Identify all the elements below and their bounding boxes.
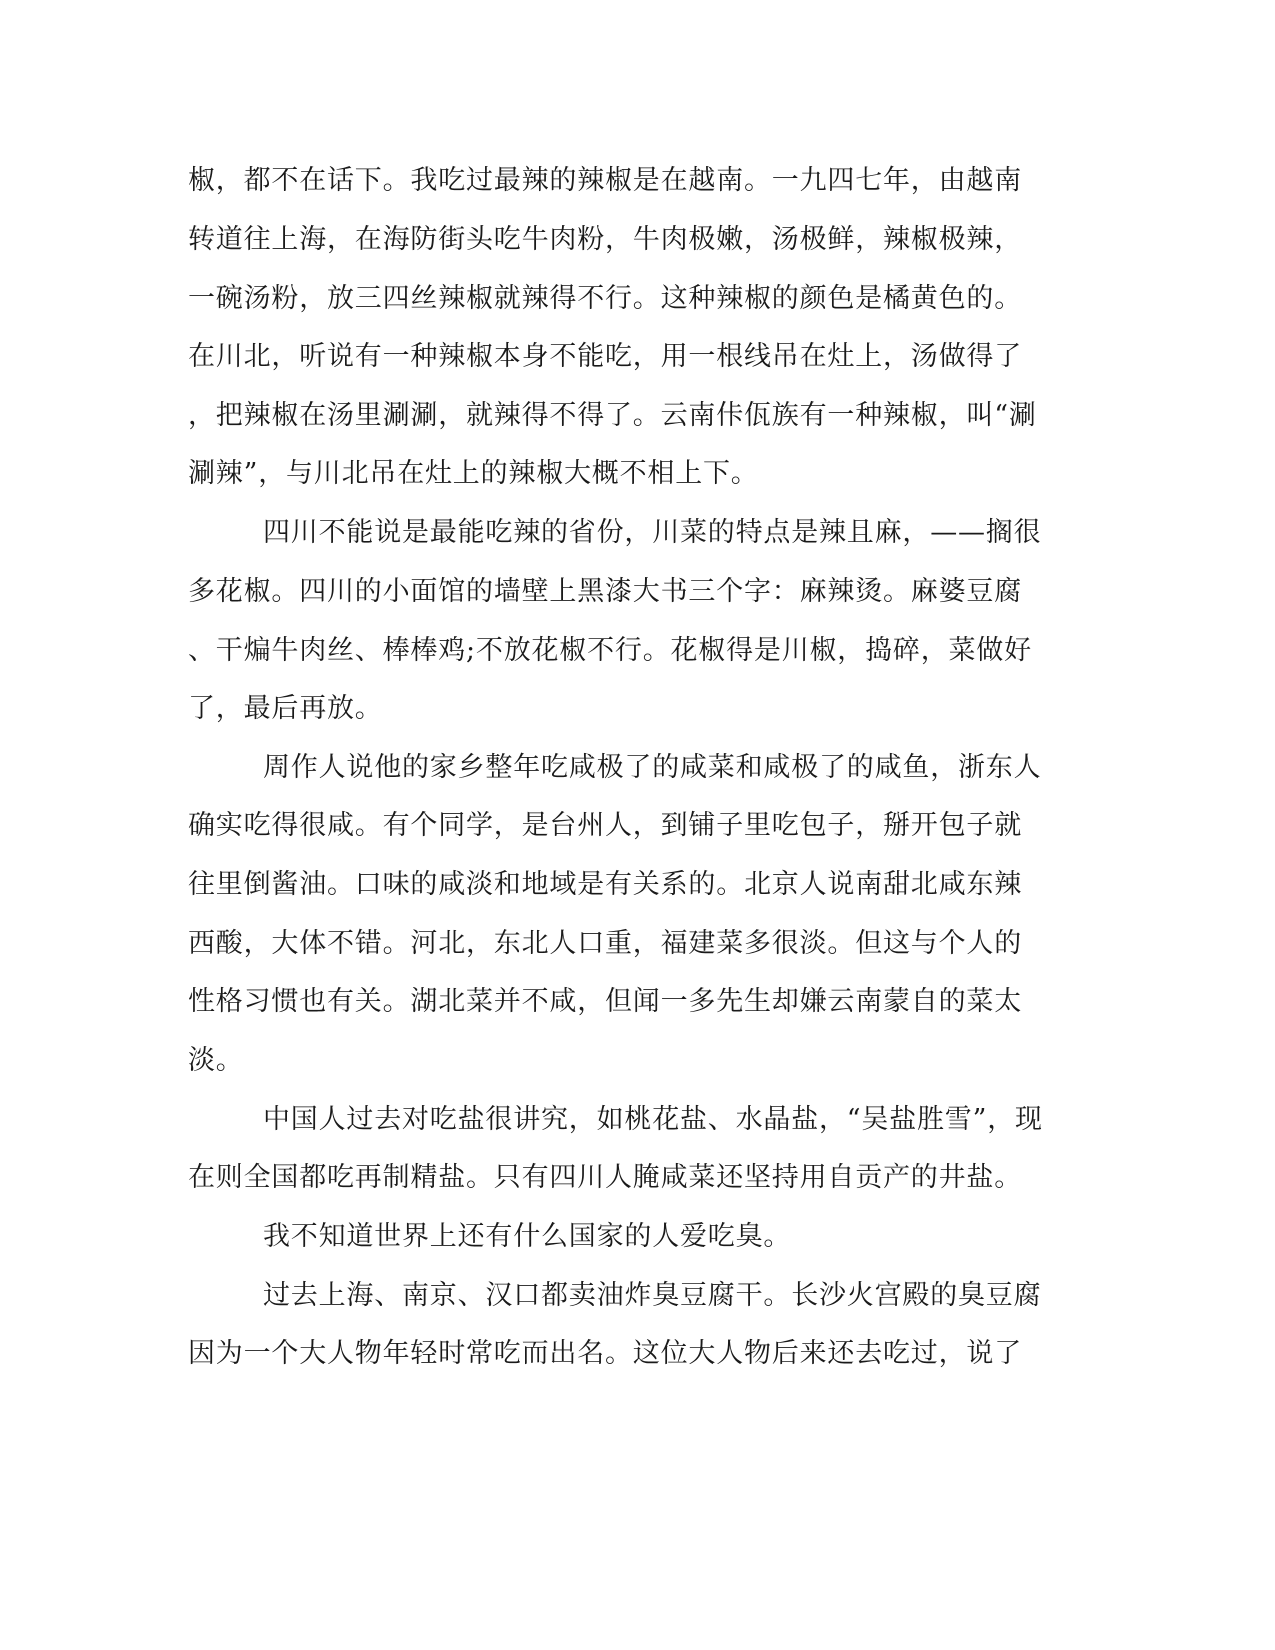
text-line: 椒，都不在话下。我吃过最辣的辣椒是在越南。一九四七年，由越南: [188, 165, 1022, 196]
text-line: ，把辣椒在汤里涮涮，就辣得不得了。云南佧佤族有一种辣椒，叫“涮: [188, 400, 1037, 431]
text-line: 在则全国都吃再制精盐。只有四川人腌咸菜还坚持用自贡产的井盐。: [188, 1162, 1022, 1193]
text-line: 四川不能说是最能吃辣的省份，川菜的特点是辣且麻，——搁很: [263, 517, 1042, 548]
text-line: 过去上海、南京、汉口都卖油炸臭豆腐干。长沙火宫殿的臭豆腐: [263, 1280, 1042, 1311]
text-line: 多花椒。四川的小面馆的墙壁上黑漆大书三个字：麻辣烫。麻婆豆腐: [188, 576, 1022, 607]
text-line: 、干煸牛肉丝、棒棒鸡;不放花椒不行。花椒得是川椒，捣碎，菜做好: [188, 635, 1032, 666]
text-line: 性格习惯也有关。湖北菜并不咸，但闻一多先生却嫌云南蒙自的菜太: [188, 986, 1022, 1017]
text-line: 中国人过去对吃盐很讲究，如桃花盐、水晶盐，“吴盐胜雪”，现: [263, 1104, 1043, 1135]
text-line: 我不知道世界上还有什么国家的人爱吃臭。: [263, 1221, 792, 1252]
text-line: 因为一个大人物年轻时常吃而出名。这位大人物后来还去吃过，说了: [188, 1338, 1022, 1369]
text-line: 一碗汤粉，放三四丝辣椒就辣得不行。这种辣椒的颜色是橘黄色的。: [188, 283, 1022, 314]
text-line: 淡。: [188, 1045, 244, 1076]
text-line: 了，最后再放。: [188, 693, 383, 724]
text-line: 涮辣”，与川北吊在灶上的辣椒大概不相上下。: [188, 458, 759, 489]
text-line: 西酸，大体不错。河北，东北人口重，福建菜多很淡。但这与个人的: [188, 928, 1022, 959]
text-line: 往里倒酱油。口味的咸淡和地域是有关系的。北京人说南甜北咸东辣: [188, 869, 1022, 900]
text-line: 确实吃得很咸。有个同学，是台州人，到铺子里吃包子，掰开包子就: [188, 810, 1022, 841]
text-line: 周作人说他的家乡整年吃咸极了的咸菜和咸极了的咸鱼，浙东人: [263, 752, 1042, 783]
text-line: 在川北，听说有一种辣椒本身不能吃，用一根线吊在灶上，汤做得了: [188, 341, 1022, 372]
text-line: 转道往上海，在海防街头吃牛肉粉，牛肉极嫩，汤极鲜，辣椒极辣，: [188, 224, 1022, 255]
